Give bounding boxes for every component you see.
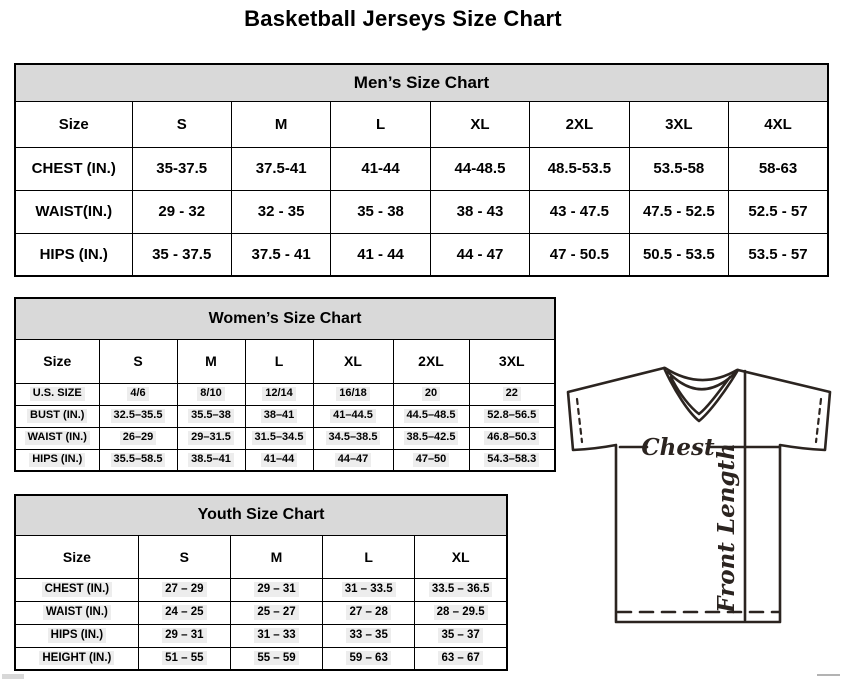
measurement-cell: 41-44 [331,147,430,190]
size-col-header: 2XL [393,339,469,383]
chest-row [15,147,828,190]
size-col-header: 2XL [530,101,629,147]
measurement-cell: 38.5–42.5 [393,427,469,449]
measurement-cell: 4/6 [99,383,177,405]
screen-edge-artifact-left [2,674,24,679]
jersey-outline-drawing [558,358,840,626]
left-cuff-stitch-dashes [577,399,582,442]
measurement-cell: 31 – 33 [230,624,322,647]
measurement-cell: 47–50 [393,449,469,471]
measurement-cell: 27 – 28 [323,601,415,624]
chest-measure-label: Chest [641,434,715,461]
size-col-header: S [99,339,177,383]
size-col-header: M [177,339,245,383]
size-corner-header: Size [15,101,132,147]
row-label: HIPS (IN.) [15,449,99,471]
measurement-cell: 63 – 67 [415,647,507,670]
size-col-header: 3XL [469,339,555,383]
size-col-header: 4XL [729,101,828,147]
youth-size-chart-table [14,494,508,671]
jersey-measurement-diagram [558,358,840,626]
measurement-cell: 50.5 - 53.5 [629,233,728,276]
measurement-cell: 27 – 29 [138,578,230,601]
measurement-cell: 16/18 [313,383,393,405]
measurement-cell: 8/10 [177,383,245,405]
size-corner-header: Size [15,339,99,383]
waist-row [15,601,507,624]
size-col-header: M [230,535,322,578]
measurement-cell: 33 – 35 [323,624,415,647]
measurement-cell: 51 – 55 [138,647,230,670]
row-label: HIPS (IN.) [15,233,132,276]
measurement-cell: 53.5 - 57 [729,233,828,276]
measurement-cell: 54.3–58.3 [469,449,555,471]
measurement-cell: 33.5 – 36.5 [415,578,507,601]
front-length-measure-label: Front Length [713,443,740,613]
measurement-cell: 47 - 50.5 [530,233,629,276]
measurement-cell: 44–47 [313,449,393,471]
hips-row [15,624,507,647]
row-label: WAIST (IN.) [15,601,138,624]
measurement-cell: 48.5-53.5 [530,147,629,190]
measurement-cell: 41 - 44 [331,233,430,276]
right-cuff-stitch-dashes [816,399,821,442]
measurement-cell: 37.5 - 41 [231,233,330,276]
row-label: CHEST (IN.) [15,147,132,190]
measurement-cell: 35-37.5 [132,147,231,190]
height-row [15,647,507,670]
row-label: BUST (IN.) [15,405,99,427]
measurement-cell: 12/14 [245,383,313,405]
measurement-cell: 25 – 27 [230,601,322,624]
measurement-cell: 59 – 63 [323,647,415,670]
mens-size-chart-table [14,63,829,277]
row-label: WAIST (IN.) [15,427,99,449]
size-header-row [15,101,828,147]
measurement-cell: 38 - 43 [430,190,529,233]
measurement-cell: 53.5-58 [629,147,728,190]
table-title-row [15,298,555,339]
measurement-cell: 31 – 33.5 [323,578,415,601]
measurement-cell: 58-63 [729,147,828,190]
measurement-cell: 24 – 25 [138,601,230,624]
mens-table-title: Men’s Size Chart [15,64,828,101]
size-col-header: S [132,101,231,147]
measurement-cell: 52.8–56.5 [469,405,555,427]
row-label: HEIGHT (IN.) [15,647,138,670]
measurement-cell: 29–31.5 [177,427,245,449]
measurement-cell: 28 – 29.5 [415,601,507,624]
measurement-cell: 37.5-41 [231,147,330,190]
waist-row [15,427,555,449]
measurement-cell: 20 [393,383,469,405]
chest-row [15,578,507,601]
size-col-header: 3XL [629,101,728,147]
table-title-row [15,495,507,535]
measurement-cell: 52.5 - 57 [729,190,828,233]
measurement-cell: 35 - 38 [331,190,430,233]
hips-row [15,449,555,471]
size-col-header: S [138,535,230,578]
bust-row [15,405,555,427]
row-label: U.S. SIZE [15,383,99,405]
womens-size-chart-table [14,297,556,472]
size-col-header: M [231,101,330,147]
size-col-header: XL [313,339,393,383]
measurement-cell: 46.8–50.3 [469,427,555,449]
row-label: CHEST (IN.) [15,578,138,601]
size-col-header: L [331,101,430,147]
row-label: WAIST(IN.) [15,190,132,233]
measurement-cell: 35.5–38 [177,405,245,427]
size-col-header: XL [430,101,529,147]
youth-table-title: Youth Size Chart [15,495,507,535]
size-corner-header: Size [15,535,138,578]
shirt-body-outline [568,368,830,622]
measurement-cell: 38–41 [245,405,313,427]
size-col-header: L [245,339,313,383]
measurement-cell: 55 – 59 [230,647,322,670]
measurement-cell: 38.5–41 [177,449,245,471]
measurement-cell: 26–29 [99,427,177,449]
measurement-cell: 44-48.5 [430,147,529,190]
measurement-cell: 35.5–58.5 [99,449,177,471]
size-col-header: L [323,535,415,578]
measurement-cell: 44 - 47 [430,233,529,276]
measurement-cell: 43 - 47.5 [530,190,629,233]
size-header-row [15,339,555,383]
measurement-cell: 29 – 31 [138,624,230,647]
measurement-cell: 32 - 35 [231,190,330,233]
measurement-cell: 29 - 32 [132,190,231,233]
us-size-row [15,383,555,405]
measurement-cell: 29 – 31 [230,578,322,601]
screen-edge-artifact-right [817,674,840,676]
measurement-cell: 34.5–38.5 [313,427,393,449]
hips-row [15,233,828,276]
measurement-cell: 41–44.5 [313,405,393,427]
waist-row [15,190,828,233]
measurement-cell: 35 – 37 [415,624,507,647]
measurement-cell: 31.5–34.5 [245,427,313,449]
measurement-cell: 47.5 - 52.5 [629,190,728,233]
size-header-row [15,535,507,578]
row-label: HIPS (IN.) [15,624,138,647]
size-col-header: XL [415,535,507,578]
womens-table-title: Women’s Size Chart [15,298,555,339]
measurement-cell: 22 [469,383,555,405]
page-title: Basketball Jerseys Size Chart [244,6,562,31]
measurement-cell: 41–44 [245,449,313,471]
measurement-cell: 32.5–35.5 [99,405,177,427]
measurement-cell: 35 - 37.5 [132,233,231,276]
table-title-row [15,64,828,101]
measurement-cell: 44.5–48.5 [393,405,469,427]
